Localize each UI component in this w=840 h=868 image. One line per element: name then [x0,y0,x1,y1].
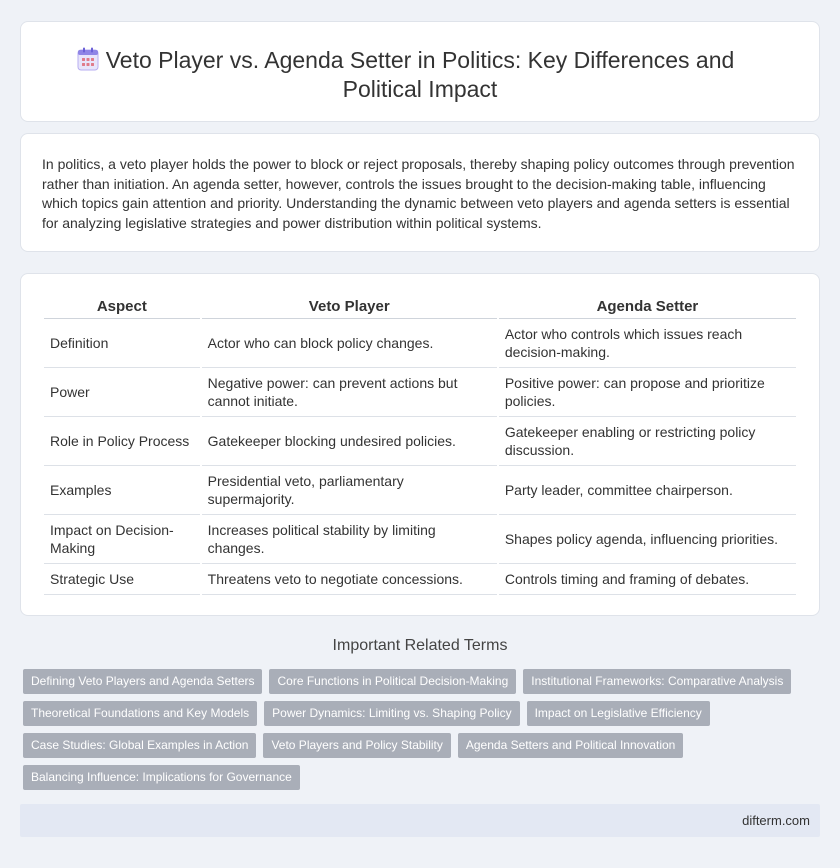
veto-player-cell: Gatekeeper blocking undesired policies. [202,417,497,466]
aspect-cell: Impact on Decision-Making [44,515,200,564]
aspect-cell: Role in Policy Process [44,417,200,466]
page-title: Veto Player vs. Agenda Setter in Politics: Key Differences and Political Impact [105,47,735,102]
aspect-cell: Strategic Use [44,564,200,595]
comparison-table [42,295,798,595]
comparison-table-card [20,273,820,616]
related-terms-heading: Important Related Terms [332,637,508,654]
header-aspect: Aspect [44,295,200,319]
veto-player-cell: Actor who can block policy changes. [202,319,497,368]
veto-player-cell: Negative power: can prevent actions but cannot initiate. [202,368,497,417]
agenda-setter-cell: Actor who controls which issues reach decision-making. [499,319,796,368]
related-term-tag[interactable]: Power Dynamics: Limiting vs. Shaping Policy [264,701,519,726]
title-card [20,21,820,122]
related-term-tag[interactable]: Core Functions in Political Decision-Making [269,669,516,694]
table-row [44,466,796,515]
related-term-tag[interactable]: Balancing Influence: Implications for Governance [23,765,300,790]
agenda-setter-cell: Controls timing and framing of debates. [499,564,796,595]
footer-bar [20,804,820,837]
related-term-tag[interactable]: Agenda Setters and Political Innovation [458,733,683,758]
table-row [44,368,796,417]
agenda-setter-cell: Positive power: can propose and prioritize policies. [499,368,796,417]
aspect-cell: Definition [44,319,200,368]
veto-player-cell: Increases political stability by limiting changes. [202,515,497,564]
agenda-setter-cell: Shapes policy agenda, influencing priorities. [499,515,796,564]
aspect-cell: Examples [44,466,200,515]
veto-player-cell: Presidential veto, parliamentary supermajority. [202,466,497,515]
intro-paragraph: In politics, a veto player holds the power to block or reject proposals, thereby shaping policy outcomes through prevention rather than initiation. An agenda setter, however, controls the issues brought to the decision-making table, influencing which topics gain attention and priority. Understanding the dynamic between veto players and agenda setters is essential for analyzing legislative strategies and power distribution within political systems. [42,156,795,231]
related-terms-tags [23,669,803,797]
table-header-row [44,295,796,319]
related-term-tag[interactable]: Theoretical Foundations and Key Models [23,701,257,726]
table-row [44,515,796,564]
header-agenda-setter: Agenda Setter [499,295,796,319]
veto-player-cell: Threatens veto to negotiate concessions. [202,564,497,595]
related-term-tag[interactable]: Institutional Frameworks: Comparative Analysis [523,669,791,694]
agenda-setter-cell: Gatekeeper enabling or restricting policy discussion. [499,417,796,466]
aspect-cell: Power [44,368,200,417]
related-term-tag[interactable]: Veto Players and Policy Stability [263,733,450,758]
related-term-tag[interactable]: Impact on Legislative Efficiency [527,701,710,726]
table-row [44,564,796,595]
footer-site-link[interactable]: difterm.com [742,813,810,828]
agenda-setter-cell: Party leader, committee chairperson. [499,466,796,515]
intro-card [20,133,820,252]
header-veto-player: Veto Player [202,295,497,319]
table-row [44,417,796,466]
related-term-tag[interactable]: Case Studies: Global Examples in Action [23,733,256,758]
related-term-tag[interactable]: Defining Veto Players and Agenda Setters [23,669,262,694]
table-row [44,319,796,368]
